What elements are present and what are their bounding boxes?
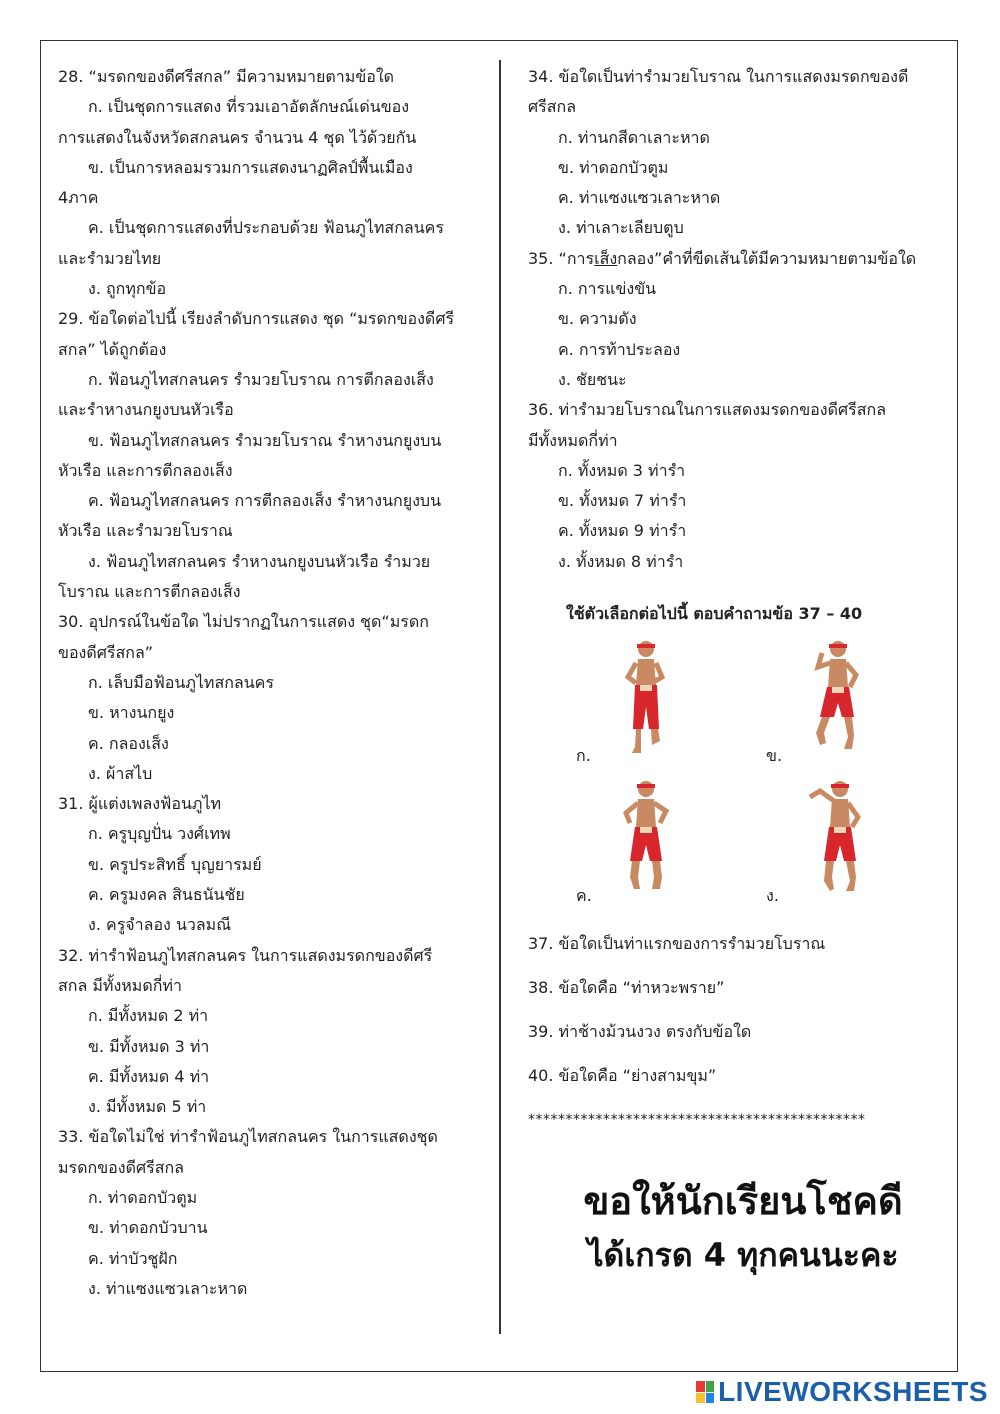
- liveworksheets-logo[interactable]: [696, 1378, 988, 1406]
- dancer-b-icon: [806, 637, 866, 761]
- right-line: ค. ท่าแซงแซวเลาะหาด: [558, 188, 721, 208]
- left-line: ข. ฟ้อนภูไทสกลนคร รำมวยโบราณ รำหางนกยูงบน: [88, 430, 442, 450]
- figure-c-label: ค.: [576, 886, 592, 906]
- left-line: 28. “มรดกของดีศรีสกล” มีความหมายตามข้อใด: [58, 67, 395, 86]
- right-line: 34. ข้อใดเป็นท่ารำมวยโบราณ ในการแสดงมรดกของดี: [528, 67, 909, 86]
- left-line: ค. ท่าบัวชูฝัก: [88, 1248, 178, 1268]
- left-line: 32. ท่ารำฟ้อนภูไทสกลนคร ในการแสดงมรดกของดีศรี: [58, 945, 433, 965]
- right-line: 36. ท่ารำมวยโบราณในการแสดงมรดกของดีศรีสกล: [528, 400, 886, 420]
- question-37: 37. ข้อใดเป็นท่าแรกของการรำมวยโบราณ: [528, 934, 826, 954]
- left-line: ก. ท่าดอกบัวตูม: [88, 1187, 198, 1207]
- dancer-a-icon: [616, 637, 676, 761]
- question-38: 38. ข้อใดคือ “ท่าหวะพราย”: [528, 978, 725, 998]
- right-line: ข. ทั้งหมด 7 ท่ารำ: [558, 491, 687, 511]
- question-40: 40. ข้อใดคือ “ย่างสามขุม”: [528, 1066, 717, 1086]
- left-line: ก. ฟ้อนภูไทสกลนคร รำมวยโบราณ การตีกลองเส็ง: [88, 369, 434, 389]
- left-line: ข. เป็นการหลอมรวมการแสดงนาฏศิลป์พื้นเมือง: [88, 157, 413, 177]
- left-line: ก. เป็นชุดการแสดง ที่รวมเอาอัตลักษณ์เด่นของ: [88, 97, 410, 117]
- closing-message-2: ได้เกรด 4 ทุกคนนะคะ: [587, 1235, 899, 1274]
- left-line: ข. มีทั้งหมด 3 ท่า: [88, 1036, 210, 1056]
- logo-text: LIVEWORKSHEETS: [718, 1376, 988, 1407]
- figure-c[interactable]: [576, 777, 706, 906]
- right-line: ง. ชัยชนะ: [558, 369, 627, 389]
- figure-a-label: ก.: [576, 746, 591, 766]
- left-line: 4ภาค: [58, 188, 99, 208]
- right-line: ข. ความดัง: [558, 309, 637, 329]
- right-line: ก. ท่านกสีดาเลาะหาด: [558, 127, 710, 147]
- left-line: และรำหางนกยูงบนหัวเรือ: [58, 400, 234, 420]
- figure-b[interactable]: [766, 637, 896, 766]
- left-line: ค. กลองเส็ง: [88, 733, 169, 753]
- left-line: 30. อุปกรณ์ในข้อใด ไม่ปรากฏในการแสดง ชุด“มรดก: [58, 612, 429, 632]
- q35-text-post: กลอง”คำที่ขีดเส้นใต้มีความหมายตามข้อใด: [617, 248, 917, 268]
- column-divider: [499, 60, 501, 1334]
- left-line: โบราณ และการตีกลองเส็ง: [58, 582, 241, 602]
- right-line: ง. ท่าเลาะเลียบตูบ: [558, 218, 684, 238]
- left-line: ค. เป็นชุดการแสดงที่ประกอบด้วย ฟ้อนภูไทสกลนคร: [88, 218, 444, 238]
- right-line: ค. ทั้งหมด 9 ท่ารำ: [558, 521, 687, 541]
- figure-a[interactable]: [576, 637, 706, 766]
- left-line: 31. ผู้แต่งเพลงฟ้อนภูไท: [58, 794, 222, 814]
- question-39: 39. ท่าช้างม้วนงวง ตรงกับข้อใด: [528, 1022, 752, 1042]
- left-line: ง. ครูจำลอง นวลมณี: [88, 915, 232, 935]
- left-line: สกล มีทั้งหมดกี่ท่า: [58, 975, 182, 995]
- left-line: ง. ผ้าสไบ: [88, 763, 153, 783]
- left-line: ข. ครูประสิทธิ์ บุญยารมย์: [88, 854, 262, 874]
- figure-d[interactable]: [766, 777, 896, 906]
- left-line: ของดีศรีสกล”: [58, 642, 154, 662]
- left-line: ข. ท่าดอกบัวบาน: [88, 1218, 208, 1238]
- left-line: และรำมวยไทย: [58, 248, 162, 268]
- left-line: ก. ครูบุญปั่น วงศ์เทพ: [88, 824, 231, 844]
- left-line: ค. ฟ้อนภูไทสกลนคร การตีกลองเส็ง รำหางนกยูงบน: [88, 491, 441, 511]
- left-line: หัวเรือ และรำมวยโบราณ: [58, 521, 233, 541]
- right-line: ก. ทั้งหมด 3 ท่ารำ: [558, 460, 686, 480]
- left-line: ก. เล็บมือฟ้อนภูไทสกลนคร: [88, 672, 274, 692]
- left-line: หัวเรือ และการตีกลองเส็ง: [58, 460, 233, 480]
- left-line: ค. มีทั้งหมด 4 ท่า: [88, 1066, 210, 1086]
- closing-message-1: ขอให้นักเรียนโชคดี: [583, 1178, 903, 1223]
- left-line: ง. มีทั้งหมด 5 ท่า: [88, 1097, 207, 1117]
- left-line: ง. ถูกทุกข้อ: [88, 279, 167, 299]
- left-line: 33. ข้อใดไม่ใช่ ท่ารำฟ้อนภูไทสกลนคร ในการแสดงชุด: [58, 1127, 438, 1147]
- left-line: ง. ท่าแซงแซวเลาะหาด: [88, 1278, 248, 1298]
- right-line: ค. การท้าประลอง: [558, 339, 681, 359]
- q35-underlined-word: เส็ง: [594, 248, 618, 268]
- left-line: 29. ข้อใดต่อไปนี้ เรียงลำดับการแสดง ชุด “มรดกของดีศรี: [58, 309, 455, 329]
- questions-37-40: [528, 929, 938, 1091]
- dancer-c-icon: [616, 777, 676, 901]
- left-column: [58, 62, 478, 1304]
- star-separator: *********************************************: [528, 1112, 866, 1129]
- left-line: มรดกของดีศรีสกล: [58, 1157, 184, 1177]
- figure-d-label: ง.: [766, 886, 779, 906]
- dancer-d-icon: [806, 777, 866, 901]
- dance-figures: [528, 637, 938, 927]
- left-line: การแสดงในจังหวัดสกลนคร จำนวน 4 ชุด ไว้ด้วยกัน: [58, 127, 417, 147]
- question-35: [528, 244, 938, 274]
- right-column: [528, 62, 938, 1278]
- right-line: ข. ท่าดอกบัวตูม: [558, 157, 669, 177]
- left-line: ค. ครูมงคล สินธนันชัย: [88, 885, 245, 905]
- instruction-text: ใช้ตัวเลือกต่อไปนี้ ตอบคำถามข้อ 37 – 40: [566, 604, 863, 624]
- left-line: ข. หางนกยูง: [88, 703, 175, 723]
- q35-text-pre: 35. “การ: [528, 248, 595, 268]
- left-line: สกล” ได้ถูกต้อง: [58, 339, 167, 359]
- right-line: มีทั้งหมดกี่ท่า: [528, 430, 618, 450]
- figure-b-label: ข.: [766, 746, 783, 766]
- right-line: ก. การแข่งขัน: [558, 279, 657, 299]
- left-line: ก. มีทั้งหมด 2 ท่า: [88, 1006, 209, 1026]
- right-line: ศรีสกล: [528, 97, 577, 117]
- right-line: ง. ทั้งหมด 8 ท่ารำ: [558, 551, 684, 571]
- logo-mark-icon: [696, 1381, 714, 1403]
- left-line: ง. ฟ้อนภูไทสกลนคร รำหางนกยูงบนหัวเรือ รำมวย: [88, 551, 431, 571]
